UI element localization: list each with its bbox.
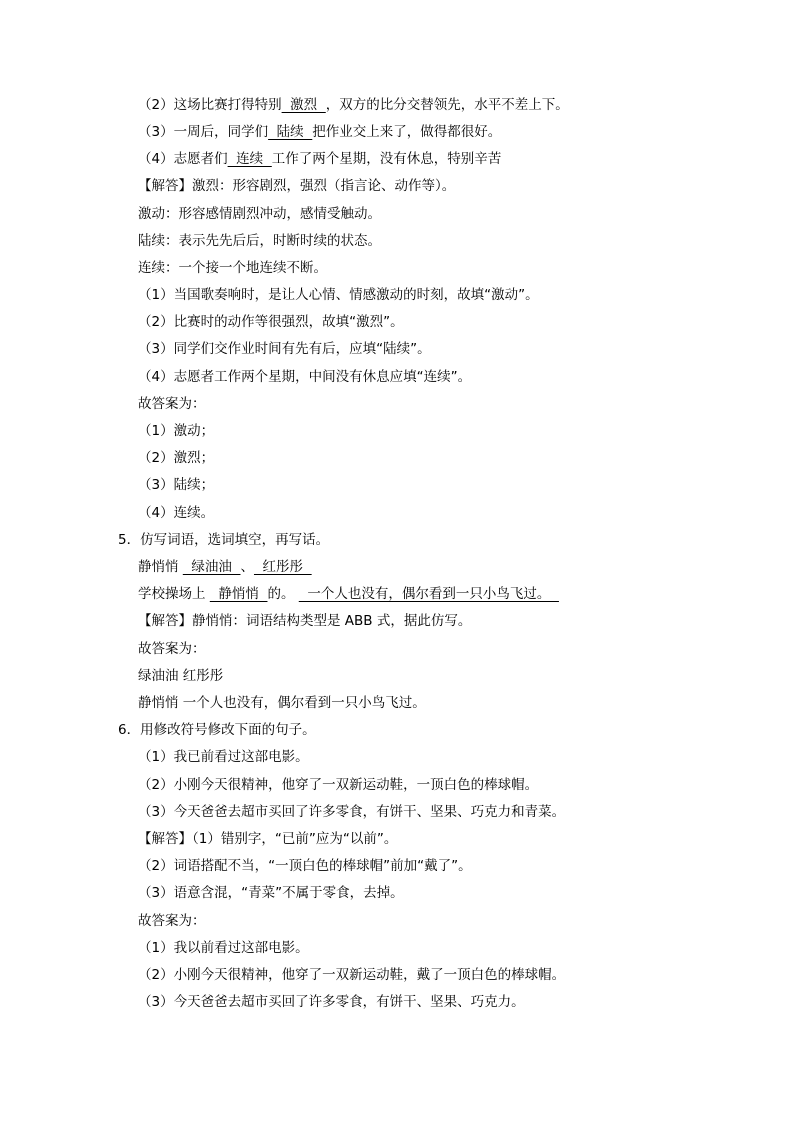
q4-item-2	[138, 94, 569, 116]
answer-line: （1）我以前看过这部电影。	[138, 940, 309, 956]
answer-line: （2）激烈；	[138, 450, 215, 466]
answer-explanation: 【解答】（1）错别字，“已前”应为“以前”。	[138, 831, 398, 847]
answer-heading: 故答案为：	[138, 396, 206, 412]
explanation-line: （2）词语搭配不当，“一顶白色的棒球帽”前加“戴了”。	[138, 858, 472, 874]
definition-line: 激动：形容感情剧烈冲动，感情受触动。	[138, 206, 381, 222]
explanation-line: （3）语意含混，“青菜”不属于零食，去掉。	[138, 885, 404, 901]
q5-fill-sentence	[138, 583, 559, 605]
text: （3）一周后，同学们	[138, 124, 269, 140]
answer-line: 绿油油 红彤彤	[138, 668, 224, 684]
blank-answer: 一个人也没有，偶尔看到一只小鸟飞过。	[298, 586, 559, 602]
answer-heading: 故答案为：	[138, 913, 206, 929]
text: 学校操场上	[138, 586, 206, 602]
q5-fill-words	[138, 556, 312, 578]
question-6-title: 6．用修改符号修改下面的句子。	[118, 722, 316, 738]
answer-line: 静悄悄 一个人也没有，偶尔看到一只小鸟飞过。	[138, 695, 426, 711]
explanation-line: （4）志愿者工作两个星期，中间没有休息应填“连续”。	[138, 369, 472, 385]
answer-explanation: 【解答】静悄悄：词语结构类型是 ABB 式，据此仿写。	[138, 613, 472, 629]
answer-line: （4）连续。	[138, 505, 215, 521]
answer-heading: 故答案为：	[138, 641, 206, 657]
blank-answer: 激烈	[281, 97, 326, 113]
explanation-line: （1）当国歌奏响时，是让人心情、情感激动的时刻，故填“激动”。	[138, 287, 539, 303]
blank-answer: 红彤彤	[253, 559, 312, 575]
q4-item-3	[138, 121, 501, 143]
text: 把作业交上来了，做得都很好。	[312, 124, 502, 140]
blank-answer: 陆续	[268, 124, 313, 140]
blank-answer: 绿油油	[182, 559, 241, 575]
q6-item: （2）小刚今天很精神，他穿了一双新运动鞋，一顶白色的棒球帽。	[138, 777, 539, 793]
q6-item: （1）我已前看过这部电影。	[138, 749, 309, 765]
explanation-line: （3）同学们交作业时间有先有后，应填“陆续”。	[138, 341, 431, 357]
answer-explanation: 【解答】激烈：形容剧烈，强烈（指言论、动作等）。	[138, 178, 456, 194]
answer-line: （3）陆续；	[138, 477, 215, 493]
q4-item-4	[138, 148, 501, 170]
definition-line: 陆续：表示先先后后，时断时续的状态。	[138, 233, 381, 249]
text: ，双方的比分交替领先，水平不差上下。	[325, 97, 569, 113]
text: 的。	[267, 586, 295, 602]
explanation-line: （2）比赛时的动作等很强烈，故填“激烈”。	[138, 314, 404, 330]
blank-answer: 连续	[227, 151, 272, 167]
answer-line: （1）激动；	[138, 423, 215, 439]
answer-line: （2）小刚今天很精神，他穿了一双新运动鞋，戴了一顶白色的棒球帽。	[138, 967, 566, 983]
text: 、	[240, 559, 254, 575]
question-5-title: 5．仿写词语，选词填空，再写话。	[118, 532, 330, 548]
text: （4）志愿者们	[138, 151, 228, 167]
blank-answer: 静悄悄	[209, 586, 268, 602]
text: 静悄悄	[138, 559, 179, 575]
definition-line: 连续：一个接一个地连续不断。	[138, 260, 327, 276]
answer-line: （3）今天爸爸去超市买回了许多零食，有饼干、坚果、巧克力。	[138, 994, 525, 1010]
q6-item: （3）今天爸爸去超市买回了许多零食，有饼干、坚果、巧克力和青菜。	[138, 804, 566, 820]
text: 工作了两个星期，没有休息，特别辛苦	[271, 151, 502, 167]
text: （2）这场比赛打得特别	[138, 97, 282, 113]
